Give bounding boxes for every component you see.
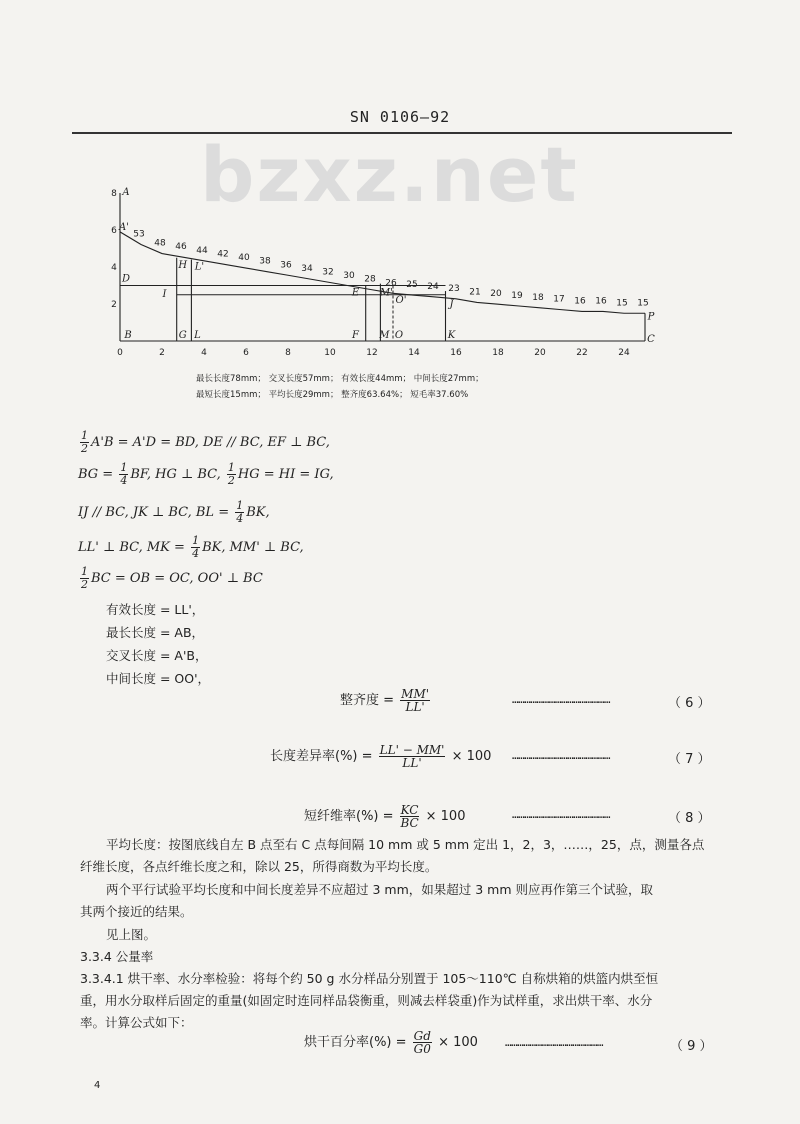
x-tick-label: 0 (117, 348, 123, 358)
document-header: SN 0106—92 (349, 108, 451, 126)
section-heading: 3.3.4 公量率 (80, 949, 154, 964)
x-tick-label: 18 (492, 348, 504, 358)
paragraph-drying-3: 率。计算公式如下： (80, 1015, 193, 1030)
fiber-length-label: 48 (154, 238, 166, 249)
x-tick-label: 24 (618, 348, 630, 358)
paragraph-avg-length-1: 平均长度：按图底线自左 B 点至右 C 点每间隔 10 mm 或 5 mm 定出 1，2，3，……，25，点，测量各点 (106, 837, 705, 852)
x-tick-label: 20 (534, 348, 546, 358)
point-label: O' (395, 294, 407, 306)
fiber-length-label: 34 (301, 263, 313, 274)
fiber-length-label: 36 (280, 260, 292, 271)
paragraph-drying-2: 重，用水分取样后固定的重量(如固定时连同样品袋衡重，则减去样袋重)作为试样重，求出烘干率、水分 (80, 993, 653, 1008)
y-tick-label: 2 (111, 300, 117, 310)
paragraph-see-figure: 见上图。 (106, 927, 157, 942)
caption-line-1: 最长长度78mm； 交叉长度57mm； 有效长度44mm； 中间长度27mm； (196, 374, 484, 384)
x-tick-label: 12 (366, 348, 378, 358)
fiber-length-label: 46 (175, 242, 187, 253)
point-label: I (162, 288, 167, 300)
relation-row-1: $\frac{1}{2}$ A'B = A'D = BD, DE // BC, EF ⊥ BC, (81, 429, 330, 455)
point-label: F (352, 330, 359, 341)
y-tick-label: 4 (111, 263, 117, 273)
fiber-length-label: 25 (406, 280, 418, 291)
watermark: bzxz.net (200, 130, 579, 219)
point-label: L' (194, 261, 205, 273)
fraction: $\frac{1}{2}$ (227, 461, 235, 487)
y-tick-label: 8 (111, 189, 117, 199)
paragraph-drying-1: 3.3.4.1 烘干率、水分率检验：将每个约 50 g 水分样品分别置于 105～110℃ 自称烘箱的烘篮内烘至恒 (80, 971, 659, 986)
y-tick-label: 6 (111, 226, 117, 236)
x-tick-label: 6 (243, 348, 249, 358)
point-label: G (178, 330, 187, 341)
equation-8: 短纤维率(%) = $\frac{KC}{BC}$ × 100 (304, 803, 466, 830)
leader-dots: ………………………………………… (512, 749, 610, 762)
x-tick-label: 4 (201, 348, 207, 358)
point-label: H (178, 259, 188, 271)
page-number: 4 (94, 1080, 101, 1091)
paragraph-tolerance-1: 两个平行试验平均长度和中间长度差异不应超过 3 mm，如果超过 3 mm 则应再作第三个试验，取 (106, 882, 653, 897)
relation-row-2: BG = $\frac{1}{4}$ BF, HG ⊥ BC, $\frac{1}{2}$ HG = HI = IG, (78, 461, 334, 487)
fiber-length-label: 16 (595, 296, 607, 307)
leader-dots: ………………………………………… (505, 1036, 603, 1049)
fiber-length-label: 16 (574, 296, 586, 307)
fiber-length-label: 26 (385, 278, 397, 289)
fiber-length-label: 15 (616, 298, 628, 309)
point-label: D (121, 273, 131, 285)
x-tick-label: 22 (576, 348, 588, 358)
def-effective-length: 有效长度 = LL'， (106, 602, 205, 617)
equation-number-9: （ 9 ） (670, 1039, 713, 1054)
fiber-length-label: 42 (217, 249, 229, 260)
fraction: $\frac{1}{2}$ (81, 429, 88, 455)
equation-7: 长度差异率(%) = $\frac{LL' - MM'}{LL'}$ × 100 (270, 743, 492, 770)
equation-9: 烘干百分率(%) = $\frac{Gd}{G0}$ × 100 (304, 1029, 478, 1056)
fraction: $\frac{1}{4}$ (236, 499, 244, 525)
leader-dots: ………………………………………… (512, 693, 610, 706)
paragraph-tolerance-2: 其两个接近的结果。 (80, 904, 193, 919)
fiber-length-label: 21 (469, 287, 481, 298)
point-label: M' (379, 287, 393, 299)
point-label: M (379, 330, 390, 341)
fiber-length-label: 20 (490, 289, 502, 300)
fiber-length-label: 53 (133, 229, 145, 240)
paragraph-avg-length-2: 纤维长度，各点纤维长度之和，除以 25，所得商数为平均长度。 (80, 859, 438, 874)
fraction: $\frac{1}{4}$ (192, 534, 200, 560)
equation-number-6: （ 6 ） (668, 696, 711, 711)
fiber-length-label: 15 (637, 298, 649, 309)
fiber-length-label: 38 (259, 256, 271, 267)
point-label: J (449, 298, 454, 310)
relation-row-5: $\frac{1}{2}$ BC = OB = OC, OO' ⊥ BC (81, 565, 263, 591)
point-label: L (194, 330, 201, 341)
point-label: A' (119, 221, 129, 233)
point-label: E (351, 287, 360, 299)
fiber-length-label: 23 (448, 283, 460, 294)
x-tick-label: 16 (450, 348, 462, 358)
point-label: C (647, 334, 655, 345)
fiber-length-label: 24 (427, 281, 439, 292)
def-middle-length: 中间长度 = OO'， (106, 671, 211, 686)
x-tick-label: 10 (324, 348, 336, 358)
x-tick-label: 2 (159, 348, 165, 358)
relation-row-3: IJ // BC, JK ⊥ BC, BL = $\frac{1}{4}$ BK, (78, 499, 270, 525)
fiber-length-label: 40 (238, 253, 250, 264)
def-max-length: 最长长度 = AB， (106, 625, 205, 640)
fraction: $\frac{1}{4}$ (120, 461, 128, 487)
leader-dots: ………………………………………… (512, 808, 610, 821)
def-cross-length: 交叉长度 = A'B， (106, 648, 208, 663)
x-tick-label: 8 (285, 348, 291, 358)
fiber-length-label: 28 (364, 274, 376, 285)
caption-line-2: 最短长度15mm； 平均长度29mm； 整齐度63.64%； 短毛率37.60% (196, 390, 469, 400)
equation-number-7: （ 7 ） (668, 752, 711, 767)
fraction: $\frac{1}{2}$ (81, 565, 88, 591)
fiber-length-diagram (100, 165, 680, 365)
point-label: B (124, 330, 132, 341)
x-tick-label: 14 (408, 348, 420, 358)
fiber-length-label: 30 (343, 271, 355, 282)
fiber-length-label: 19 (511, 291, 523, 302)
fiber-length-label: 18 (532, 292, 544, 303)
relation-row-4: LL' ⊥ BC, MK = $\frac{1}{4}$ BK, MM' ⊥ BC, (78, 534, 304, 560)
fiber-length-label: 17 (553, 294, 565, 305)
point-label: O (394, 330, 404, 341)
fiber-length-label: 44 (196, 245, 208, 256)
point-label: A (122, 187, 130, 198)
diagram-marks (111, 187, 655, 358)
fiber-length-label: 32 (322, 267, 334, 278)
equation-number-8: （ 8 ） (668, 811, 711, 826)
equation-6: 整齐度 = $\frac{MM'}{LL'}$ (340, 687, 430, 714)
point-label: P (647, 311, 655, 323)
point-label: K (447, 330, 456, 341)
